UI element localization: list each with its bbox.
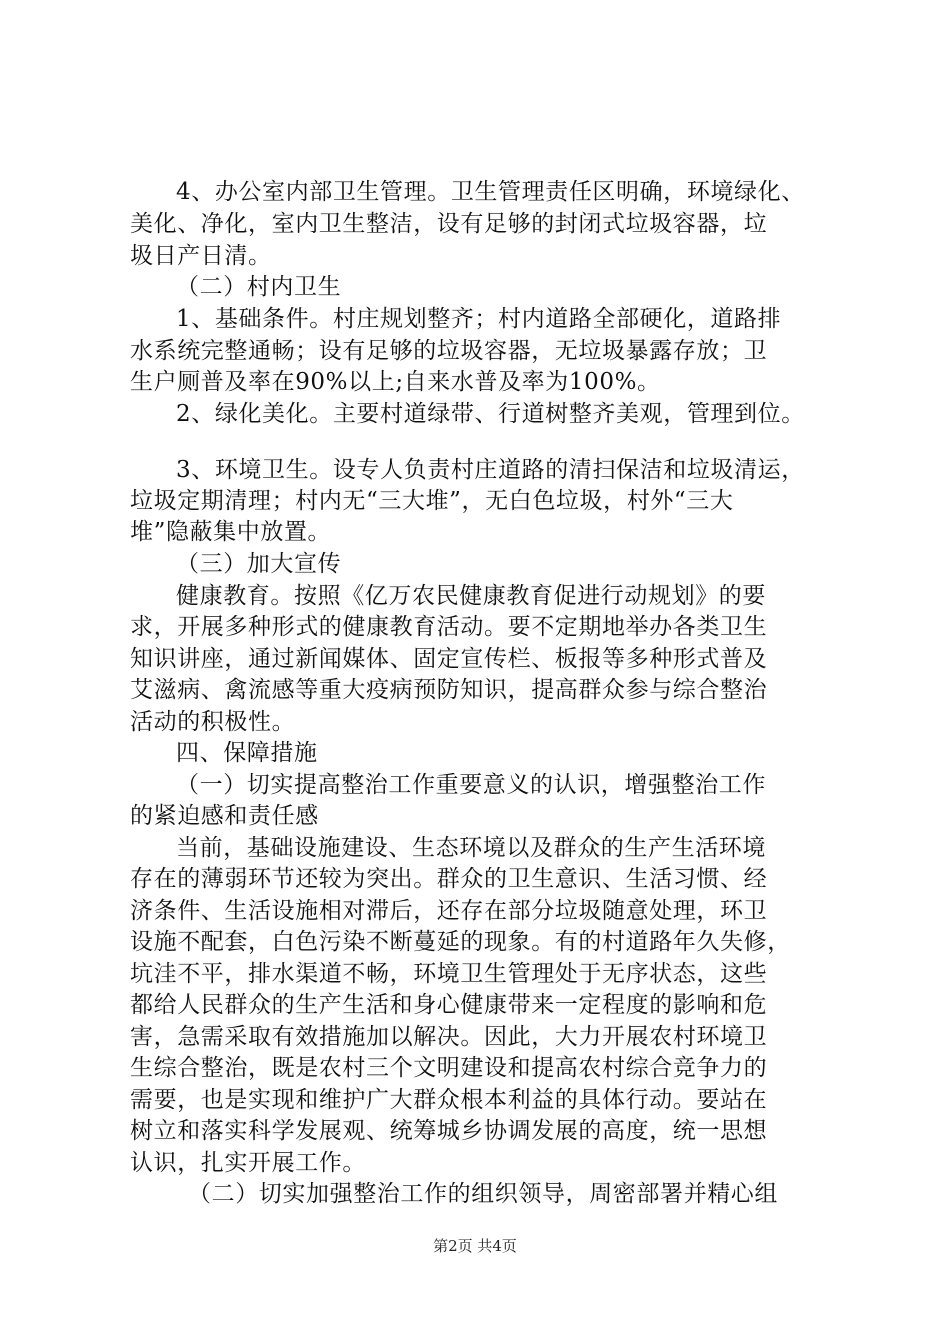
text-line: 知识讲座，通过新闻媒体、固定宣传栏、板报等多种形式普及 — [130, 646, 768, 672]
text-line: 生户厕普及率在90%以上;自来水普及率为100%。 — [130, 369, 661, 395]
text-line: 树立和落实科学发展观、统筹城乡协调发展的高度，统一思想 — [130, 1118, 768, 1144]
text-line: 需要，也是实现和维护广大群众根本利益的具体行动。要站在 — [130, 1087, 768, 1113]
section-heading: （三）加大宣传 — [176, 551, 342, 577]
text-line: 活动的积极性。 — [130, 709, 296, 735]
text-line: 堆”隐蔽集中放置。 — [130, 519, 332, 545]
text-line: 害，急需采取有效措施加以解决。因此，大力开展农村环境卫 — [130, 1024, 768, 1050]
text-line: 3、环境卫生。设专人负责村庄道路的清扫保洁和垃圾清运， — [176, 457, 805, 483]
text-line: 艾滋病、禽流感等重大疫病预防知识，提高群众参与综合整治 — [130, 677, 768, 703]
text-line: 水系统完整通畅；设有足够的垃圾容器，无垃圾暴露存放；卫 — [130, 338, 768, 364]
text-line: （一）切实提高整治工作重要意义的认识，增强整治工作 — [176, 772, 766, 798]
text-line: 4、办公室内部卫生管理。卫生管理责任区明确，环境绿化、 — [176, 179, 805, 205]
text-line: 健康教育。按照《亿万农民健康教育促进行动规划》的要 — [176, 583, 766, 609]
section-heading: （二）切实加强整治工作的组织领导，周密部署并精心组 — [188, 1181, 778, 1207]
text-line: 2、绿化美化。主要村道绿带、行道树整齐美观，管理到位。 — [176, 401, 805, 427]
text-line: 圾日产日清。 — [130, 243, 272, 269]
text-line: 济条件、生活设施相对滞后，还存在部分垃圾随意处理，环卫 — [130, 898, 768, 924]
text-line: 求，开展多种形式的健康教育活动。要不定期地举办各类卫生 — [130, 614, 768, 640]
text-line: 认识，扎实开展工作。 — [130, 1150, 366, 1176]
page-footer: 第2页 共4页 — [433, 1237, 517, 1255]
text-line: 都给人民群众的生产生活和身心健康带来一定程度的影响和危 — [130, 992, 768, 1018]
text-line: 美化、净化，室内卫生整洁，设有足够的封闭式垃圾容器，垃 — [130, 211, 768, 237]
text-line: 的紧迫感和责任感 — [130, 803, 319, 829]
text-line: 垃圾定期清理；村内无“三大堆”，无白色垃圾，村外“三大 — [130, 488, 734, 514]
section-heading: 四、保障措施 — [176, 740, 318, 766]
section-heading: （二）村内卫生 — [176, 274, 342, 300]
text-line: 坑洼不平，排水渠道不畅，环境卫生管理处于无序状态，这些 — [130, 961, 768, 987]
text-line: 当前，基础设施建设、生态环境以及群众的生产生活环境 — [176, 835, 766, 861]
text-line: 存在的薄弱环节还较为突出。群众的卫生意识、生活习惯、经 — [130, 866, 768, 892]
text-line: 1、基础条件。村庄规划整齐；村内道路全部硬化，道路排 — [176, 306, 782, 332]
text-line: 设施不配套，白色污染不断蔓延的现象。有的村道路年久失修， — [130, 929, 791, 955]
text-line: 生综合整治，既是农村三个文明建设和提高农村综合竞争力的 — [130, 1055, 768, 1081]
